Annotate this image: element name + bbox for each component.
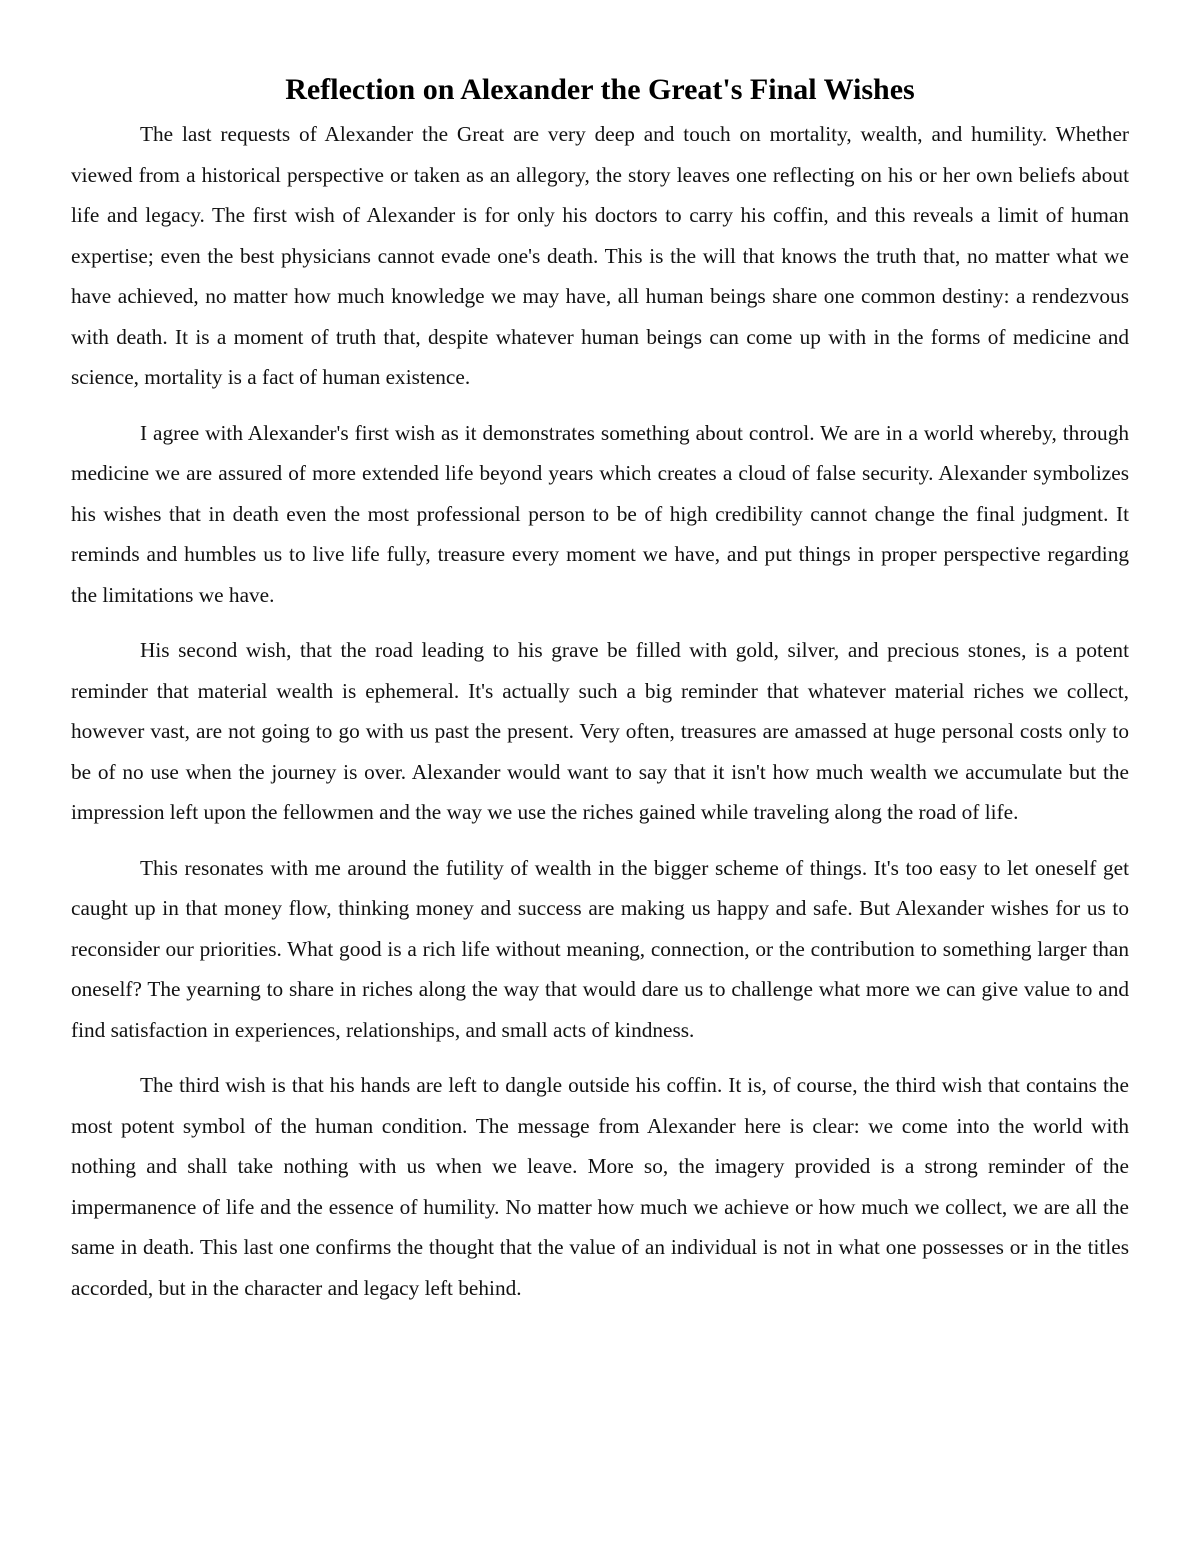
document-page [71,68,1129,1323]
paragraph-1: The last requests of Alexander the Great are very deep and touch on mortality, wealth, and humility. Whether viewed from a historical perspective or taken as an allegory, the story leaves one reflecting on his or her own beliefs about life and legacy. The first wish of Alexander is for only his doctors to carry his coffin, and this reveals a limit of human expertise; even the best physicians cannot evade one's death. This is the will that knows the truth that, no matter what we have achieved, no matter how much knowledge we may have, all human beings share one common destiny: a rendezvous with death. It is a moment of truth that, despite whatever human beings can come up with in the forms of medicine and science, mortality is a fact of human existence. [71,122,1129,389]
paragraph-2: I agree with Alexander's first wish as it demonstrates something about control. We are in a world whereby, through medicine we are assured of more extended life beyond years which creates a cloud of false security. Alexander symbolizes his wishes that in death even the most professional person to be of high credibility cannot change the final judgment. It reminds and humbles us to live life fully, treasure every moment we have, and put things in proper perspective regarding the limitations we have. [71,420,1129,607]
paragraph-4: This resonates with me around the futility of wealth in the bigger scheme of things. It's too easy to let oneself get caught up in that money flow, thinking money and success are making us happy and safe. But Alexander wishes for us to reconsider our priorities. What good is a rich life without meaning, connection, or the contribution to something larger than oneself? The yearning to share in riches along the way that would dare us to challenge what more we can give value to and find satisfaction in experiences, relationships, and small acts of kindness. [71,855,1129,1042]
paragraph-3: His second wish, that the road leading to his grave be filled with gold, silver, and precious stones, is a potent reminder that material wealth is ephemeral. It's actually such a big reminder that whatever material riches we collect, however vast, are not going to go with us past the present. Very often, treasures are amassed at huge personal costs only to be of no use when the journey is over. Alexander would want to say that it isn't how much wealth we accumulate but the impression left upon the fellowmen and the way we use the riches gained while traveling along the road of life. [71,638,1129,824]
document-title: Reflection on Alexander the Great's Final Wishes [285,73,915,106]
paragraph-5: The third wish is that his hands are left to dangle outside his coffin. It is, of course, the third wish that contains the most potent symbol of the human condition. The message from Alexander here is clear: we come into the world with nothing and shall take nothing with us when we leave. More so, the imagery provided is a strong reminder of the impermanence of life and the essence of humility. No matter how much we achieve or how much we collect, we are all the same in death. This last one confirms the thought that the value of an individual is not in what one possesses or in the titles accorded, but in the character and legacy left behind. [71,1073,1129,1300]
